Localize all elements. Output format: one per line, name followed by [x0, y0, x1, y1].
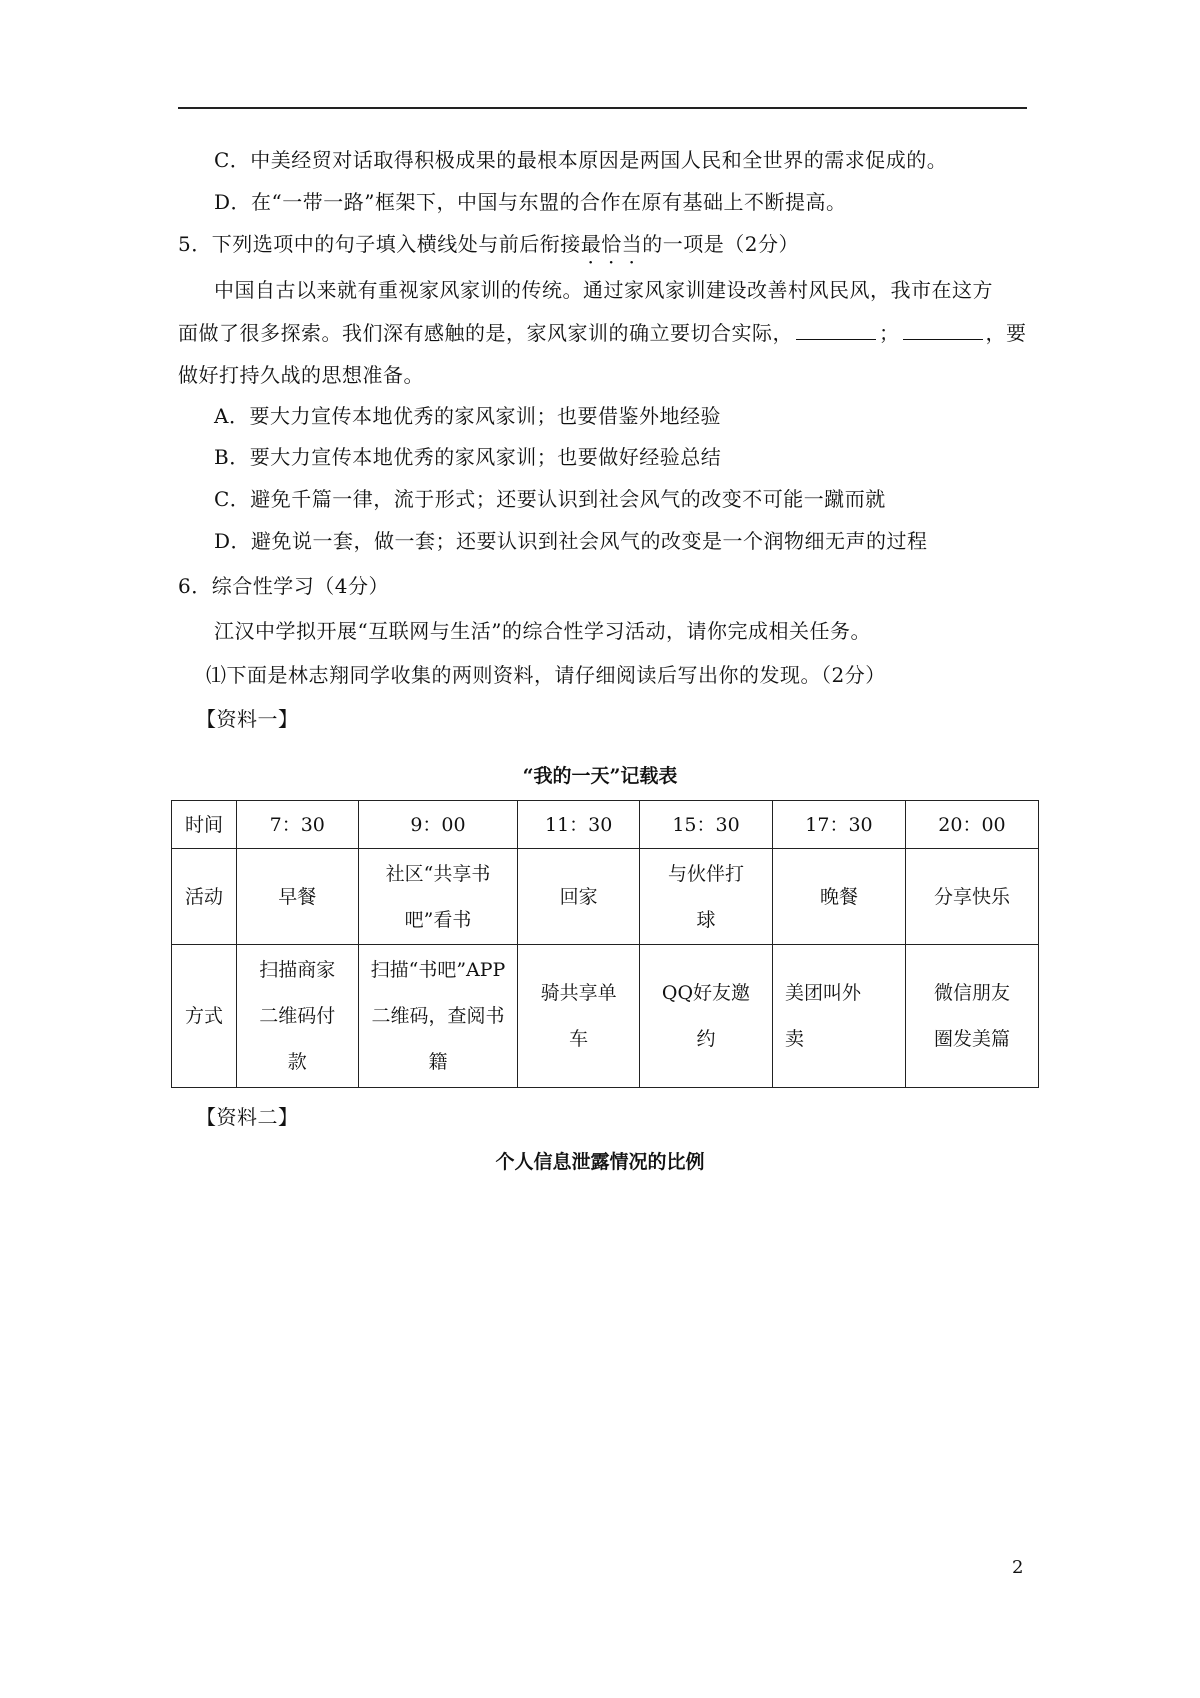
row-header-method: 方式: [172, 945, 237, 1088]
q5-passage-line-3: 做好打持久战的思想准备。: [178, 363, 424, 387]
header-rule: [178, 107, 1027, 109]
option-d: D．在“一带一路”框架下，中国与东盟的合作在原有基础上不断提高。: [214, 190, 847, 214]
activity-cell: 晚餐: [772, 849, 905, 945]
time-cell: 7：30: [236, 801, 358, 849]
question-5: 5．下列选项中的句子填入横线处与前后衔接最恰当的一项是（2分）: [178, 232, 799, 256]
q5-option-b: B．要大力宣传本地优秀的家风家训；也要做好经验总结: [214, 445, 722, 469]
emphasized-text: [581, 232, 643, 256]
q5-passage-line-2: 面做了很多探索。我们深有感触的是，家风家训的确立要切合实际， ； ，要: [178, 321, 1027, 345]
time-cell: 20：00: [905, 801, 1038, 849]
chart-title: 个人信息泄露情况的比例: [495, 1151, 705, 1173]
q6-intro: 江汉中学拟开展“互联网与生活”的综合性学习活动，请你完成相关任务。: [214, 619, 871, 643]
method-cell: 骑共享单 车: [518, 945, 640, 1088]
table-row-method: [172, 945, 1039, 1088]
row-header-time: 时间: [172, 801, 237, 849]
method-cell: 微信朋友 圈发美篇: [905, 945, 1038, 1088]
activity-cell: 回家: [518, 849, 640, 945]
method-cell: 美团叫外 卖: [772, 945, 905, 1088]
activity-cell: 早餐: [236, 849, 358, 945]
activity-cell: 分享快乐: [905, 849, 1038, 945]
record-table: [171, 800, 1039, 1088]
material-one-label: 【资料一】: [196, 707, 299, 731]
q5-option-a: A．要大力宣传本地优秀的家风家训；也要借鉴外地经验: [214, 404, 721, 428]
blank-2: [903, 321, 983, 340]
emphasized-char: 最: [580, 232, 602, 256]
q6-subquestion-1: ⑴下面是林志翔同学收集的两则资料，请仔细阅读后写出你的发现。（2分）: [206, 663, 886, 687]
q5-passage-line-1: 中国自古以来就有重视家风家训的传统。通过家风家训建设改善村风民风，我市在这方: [214, 278, 993, 302]
method-cell: QQ好友邀 约: [640, 945, 773, 1088]
q5-option-d: D．避免说一套，做一套；还要认识到社会风气的改变是一个润物细无声的过程: [214, 529, 928, 553]
method-cell: 扫描“书吧”APP 二维码，查阅书 籍: [358, 945, 518, 1088]
method-cell: 扫描商家 二维码付 款: [236, 945, 358, 1088]
table-title: “我的一天”记载表: [522, 765, 678, 787]
activity-cell: 与伙伴打 球: [640, 849, 773, 945]
table-row-activity: [172, 849, 1039, 945]
blank-1: [796, 321, 876, 340]
option-c: C．中美经贸对话取得积极成果的最根本原因是两国人民和全世界的需求促成的。: [214, 148, 948, 172]
question-6: 6．综合性学习（4分）: [178, 574, 389, 598]
time-cell: 15：30: [640, 801, 773, 849]
row-header-activity: 活动: [172, 849, 237, 945]
page-number: 2: [1012, 1557, 1024, 1578]
activity-cell: 社区“共享书 吧”看书: [358, 849, 518, 945]
emphasized-char: 恰: [601, 232, 622, 256]
table-row-time: [172, 801, 1039, 849]
material-two-label: 【资料二】: [196, 1105, 299, 1129]
time-cell: 9：00: [358, 801, 518, 849]
time-cell: 11：30: [518, 801, 640, 849]
time-cell: 17：30: [772, 801, 905, 849]
emphasized-char: 当: [621, 232, 643, 256]
q5-option-c: C．避免千篇一律，流于形式；还要认识到社会风气的改变不可能一蹴而就: [214, 487, 886, 511]
